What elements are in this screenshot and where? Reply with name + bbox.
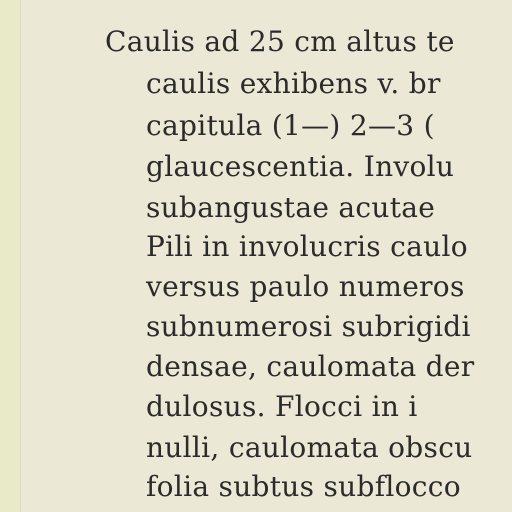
text-line-1: Caulis ad 25 cm altus te xyxy=(105,25,455,58)
text-line-4: glaucescentia. Involu xyxy=(146,150,455,183)
text-line-2: caulis exhibens v. br xyxy=(146,67,441,100)
text-line-12: folia subtus subflocco xyxy=(146,470,461,503)
text-line-11: nulli, caulomata obscu xyxy=(146,431,473,464)
text-line-5: subangustae acutae xyxy=(146,191,436,224)
text-line-10: dulosus. Flocci in i xyxy=(146,390,418,423)
text-line-8: subnumerosi subrigidi xyxy=(146,310,471,343)
text-line-3: capitula (1—) 2—3 ( xyxy=(146,109,435,142)
text-line-9: densae, caulomata der xyxy=(146,350,475,383)
text-line-6: Pili in involucris caulo xyxy=(146,230,468,263)
text-line-7: versus paulo numeros xyxy=(146,270,465,303)
